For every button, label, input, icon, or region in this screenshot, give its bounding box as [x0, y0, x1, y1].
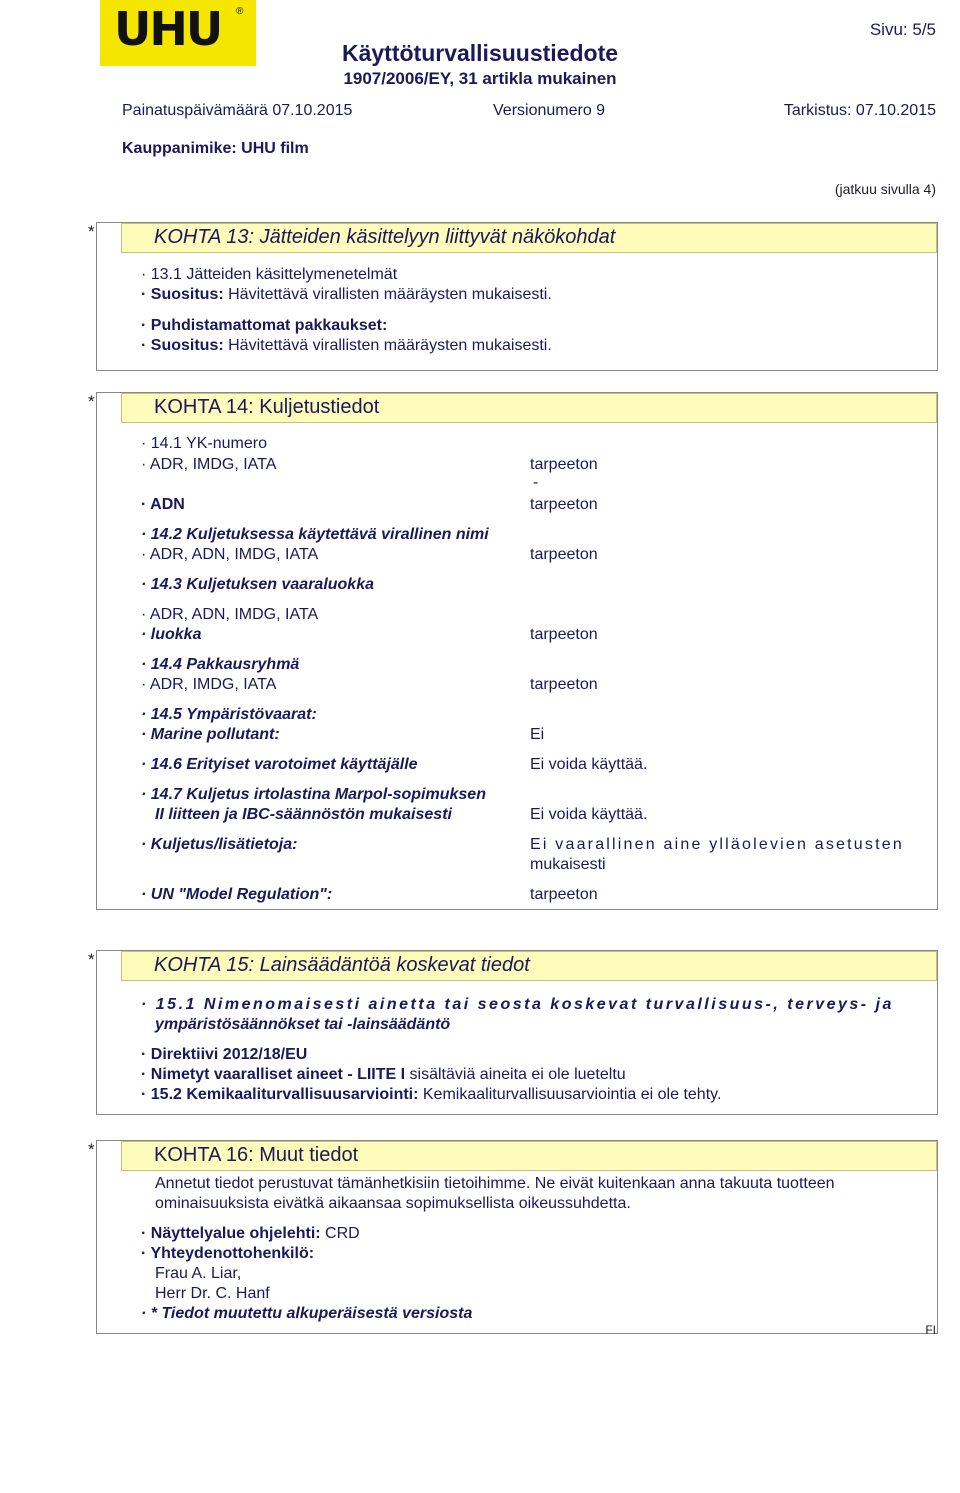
s14-row-11: · 14.5 Ympäristövaarat: [141, 706, 317, 723]
s14-row-10: · ADR, IMDG, IATA [141, 676, 277, 693]
language-code: FI [925, 1323, 936, 1337]
registered-icon: ® [236, 6, 244, 17]
s14-row-16-value-1: Ei vaarallinen aine ylläolevien asetusten [530, 836, 904, 853]
s16-para-1: Annetut tiedot perustuvat tämänhetkisiin tietoihimme. Ne eivät kuitenkaan anna takuuta tuotteen [155, 1175, 835, 1192]
s14-row-12: · Marine pollutant: [141, 726, 280, 743]
s14-dash: - [533, 474, 539, 491]
s13-line-4: · Suositus: Hävitettävä virallisten määräysten mukaisesti. [141, 337, 552, 354]
continued-note: (jatkuu sivulla 4) [834, 181, 936, 197]
section-16-title: KOHTA 16: Muut tiedot [154, 1144, 359, 1166]
print-date: Painatuspäivämäärä 07.10.2015 [122, 102, 353, 119]
s14-row-5-value: tarpeeton [530, 546, 598, 563]
s14-row-14: · 14.7 Kuljetus irtolastina Marpol-sopimuksen [141, 786, 486, 803]
s16-line-4: Herr Dr. C. Hanf [155, 1285, 270, 1302]
section-14-title: KOHTA 14: Kuljetustiedot [154, 396, 380, 418]
s14-row-2: · ADR, IMDG, IATA [141, 456, 277, 473]
s14-row-7: · ADR, ADN, IMDG, IATA [141, 606, 319, 623]
s15-line-3: · Nimetyt vaaralliset aineet - LIITE I sisältäviä aineita ei ole lueteltu [141, 1066, 626, 1083]
changed-marker: * [88, 222, 95, 241]
s16-line-1: · Näyttelyalue ohjelehti: CRD [141, 1225, 360, 1242]
s13-line-3: · Puhdistamattomat pakkaukset: [141, 317, 388, 334]
s15-line-1b: ympäristösäännökset tai -lainsäädäntö [155, 1016, 451, 1033]
s15-line-4: · 15.2 Kemikaaliturvallisuusarviointi: Kemikaaliturvallisuusarviointia ei ole tehty. [141, 1086, 722, 1103]
s14-row-17: · UN "Model Regulation": [141, 886, 333, 903]
s14-row-13: · 14.6 Erityiset varotoimet käyttäjälle [141, 756, 418, 773]
s14-row-16: · Kuljetus/lisätietoja: [141, 836, 298, 853]
document-subtitle: 1907/2006/EY, 31 artikla mukainen [343, 69, 617, 88]
s14-row-6: · 14.3 Kuljetuksen vaaraluokka [141, 576, 374, 593]
s14-row-5: · ADR, ADN, IMDG, IATA [141, 546, 319, 563]
s14-row-9: · 14.4 Pakkausryhmä [141, 656, 300, 673]
s14-row-3: · ADN [141, 496, 185, 513]
s16-line-2: · Yhteydenottohenkilö: [141, 1245, 315, 1262]
trade-name: Kauppanimike: UHU film [122, 140, 309, 157]
s14-row-1: · 14.1 YK-numero [141, 435, 267, 452]
s14-row-8: · luokka [141, 626, 202, 643]
s14-row-12-value: Ei [530, 726, 545, 743]
s16-para-2: ominaisuuksista eivätkä aikaansaa sopimuksellista oikeussuhdetta. [155, 1195, 631, 1212]
s15-line-2: · Direktiivi 2012/18/EU [141, 1046, 308, 1063]
s14-row-13-value: Ei voida käyttää. [530, 756, 648, 773]
s14-row-15: II liitteen ja IBC-säännöstön mukaisesti [155, 806, 452, 823]
s14-row-8-value: tarpeeton [530, 626, 598, 643]
section-15-title: KOHTA 15: Lainsäädäntöä koskevat tiedot [154, 954, 530, 976]
s14-row-4: · 14.2 Kuljetuksessa käytettävä virallinen nimi [141, 526, 489, 543]
changed-marker: * [88, 392, 95, 411]
page-number: Sivu: 5/5 [869, 20, 936, 39]
document-title: Käyttöturvallisuustiedote [341, 40, 619, 66]
version-number: Versionumero 9 [493, 102, 606, 119]
s14-row-2-value: tarpeeton [530, 456, 598, 473]
s14-row-3-value: tarpeeton [530, 496, 598, 513]
s13-line-1: · 13.1 Jätteiden käsittelymenetelmät [141, 266, 398, 283]
s14-row-17-value: tarpeeton [530, 886, 598, 903]
s14-row-16-value-2: mukaisesti [530, 856, 606, 873]
s13-line-2: · Suositus: Hävitettävä virallisten määräysten mukaisesti. [141, 286, 552, 303]
changed-marker: * [88, 1140, 95, 1159]
s15-line-1a: · 15.1 Nimenomaisesti ainetta tai seosta koskevat turvallisuus-, terveys- ja [141, 996, 894, 1013]
s14-row-10-value: tarpeeton [530, 676, 598, 693]
s14-row-15-value: Ei voida käyttää. [530, 806, 648, 823]
section-13-title: KOHTA 13: Jätteiden käsittelyyn liittyvät näkökohdat [154, 226, 616, 248]
s16-line-5: · * Tiedot muutettu alkuperäisestä versiosta [141, 1305, 473, 1322]
logo-text: UHU [114, 2, 222, 56]
changed-marker: * [88, 950, 95, 969]
s16-line-3: Frau A. Liar, [155, 1265, 242, 1282]
revision-date: Tarkistus: 07.10.2015 [783, 102, 936, 119]
